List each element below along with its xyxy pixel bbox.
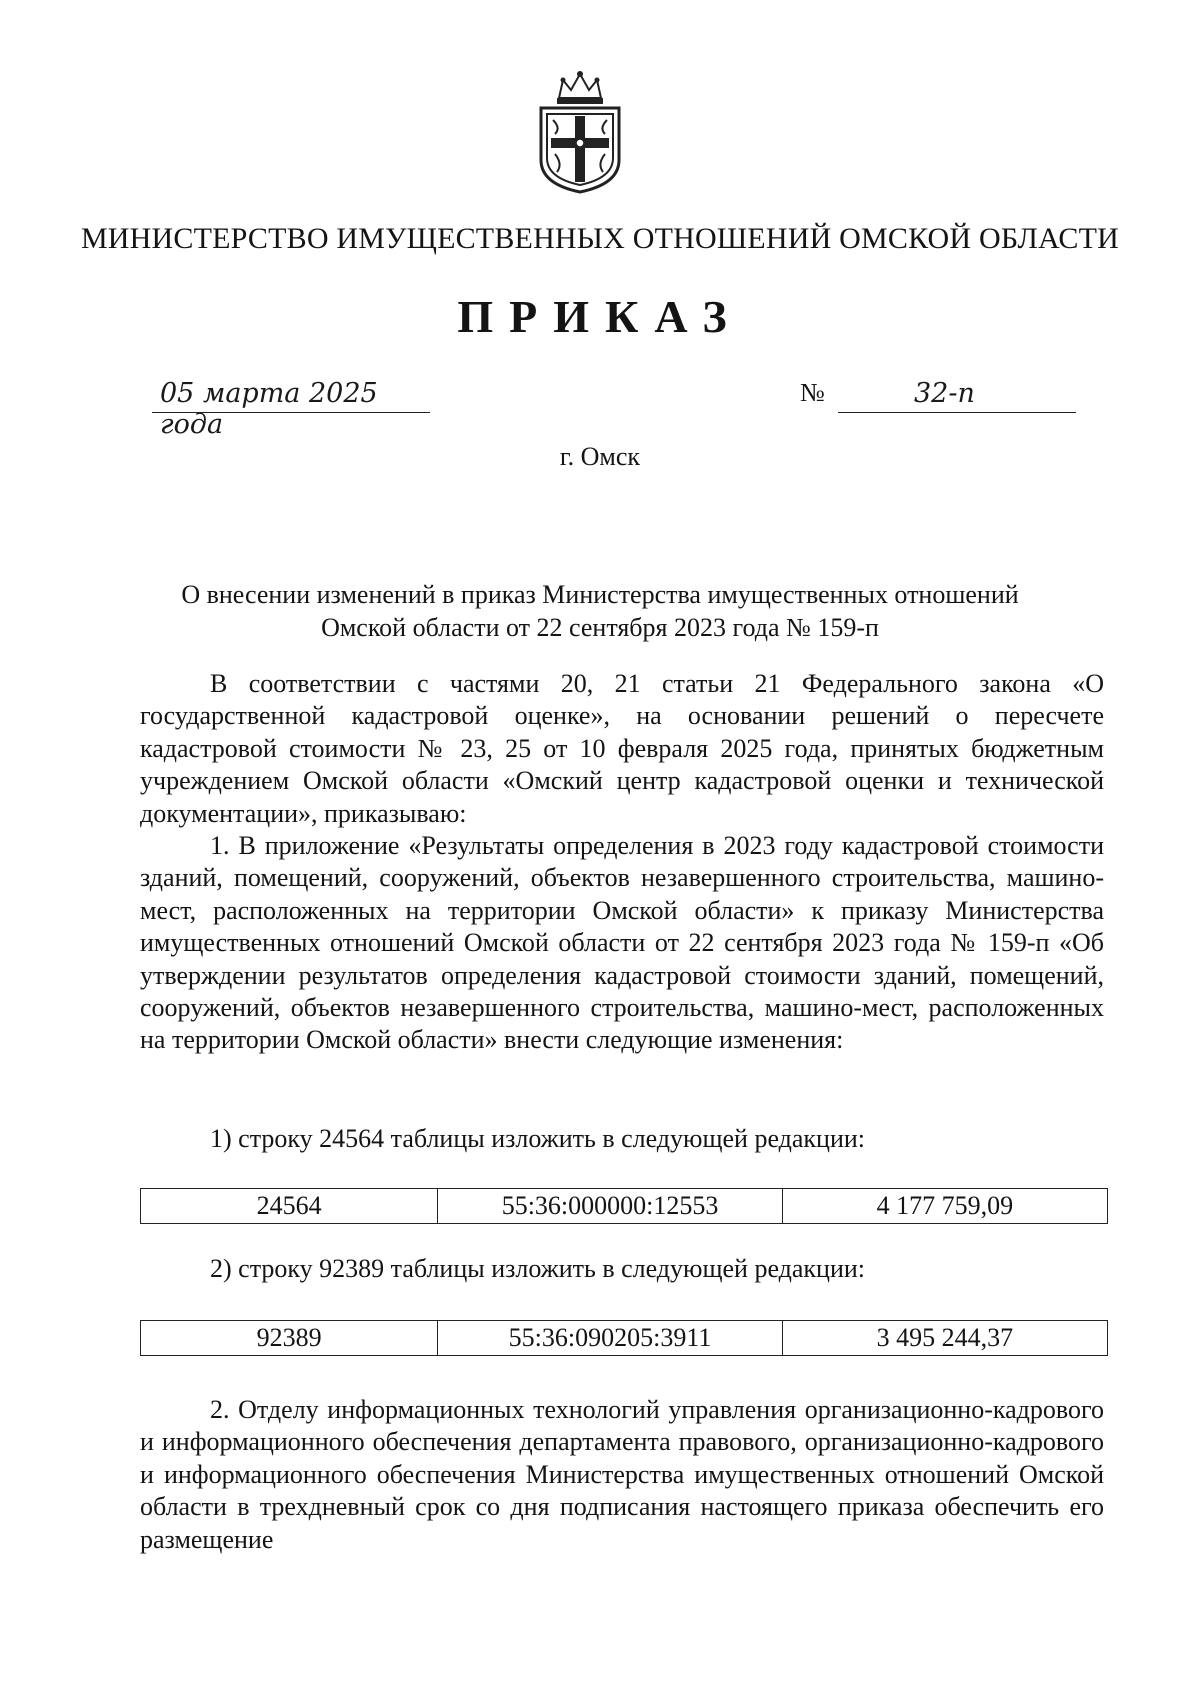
number-field [838,378,1076,413]
table-row [141,1321,1108,1356]
handwritten-date: 05 марта 2025 года [160,378,378,440]
item-2-paragraph: 2. Отделу информационных технологий управления организационно-кадрового и информационного обеспечения департамента правового, организационно-кадрового и информационного обеспечения Министерства имущественных отношений Омской области в трехдневный срок со дня подписания настоящего приказа обеспечить его размещение [140,1395,1104,1554]
number-label: № [800,378,825,407]
subject-line-2: Омской области от 22 сентября 2023 года № 159-п [321,613,879,642]
table-row [141,1189,1108,1224]
document-subject [140,578,1060,644]
change-2-table [140,1320,1108,1356]
change-1-intro: 1) строку 24564 таблицы изложить в следующей редакции: [210,1124,866,1153]
cadastral-number-cell: 55:36:000000:12553 [438,1189,783,1224]
ministry-name: МИНИСТЕРСТВО ИМУЩЕСТВЕННЫХ ОТНОШЕНИЙ ОМСКОЙ ОБЛАСТИ [80,222,1120,255]
cadastral-value-cell: 4 177 759,09 [782,1189,1107,1224]
change-1-table [140,1188,1108,1224]
subject-line-1: О внесении изменений в приказ Министерства имущественных отношений [181,580,1019,609]
city: г. Омск [559,442,641,471]
preamble-paragraph: В соответствии с частями 20, 21 статьи 21 Федерального закона «О государственной кадастровой оценке», на основании решений о пересчете кадастровой стоимости № 23, 25 от 10 февраля 2025 года, принятых бюджетным учреждением Омской области «Омский центр кадастровой оценки и технической документации», приказываю: [140,669,1104,828]
date-field [152,378,430,440]
document-type: ПРИКАЗ [457,291,743,342]
row-number-cell: 24564 [141,1189,438,1224]
cadastral-value-cell: 3 495 244,37 [782,1321,1107,1356]
row-number-cell: 92389 [141,1321,438,1356]
item-1-paragraph: 1. В приложение «Результаты определения в 2023 году кадастровой стоимости зданий, помещений, сооружений, объектов незавершенного строительства, машино-мест, расположенных на территории Омской области» к приказу Министерства имущественных отношений Омской области от 22 сентября 2023 года № 159-п «Об утверждении результатов определения кадастровой стоимости зданий, помещений, сооружений, объектов незавершенного строительства, машино-мест, расположенных на территории Омской области» внести следующие изменения: [140,831,1104,1055]
handwritten-number: 32-п [914,378,975,409]
change-2-intro: 2) строку 92389 таблицы изложить в следующей редакции: [210,1254,866,1283]
coat-of-arms-icon [537,68,623,194]
cadastral-number-cell: 55:36:090205:3911 [438,1321,783,1356]
